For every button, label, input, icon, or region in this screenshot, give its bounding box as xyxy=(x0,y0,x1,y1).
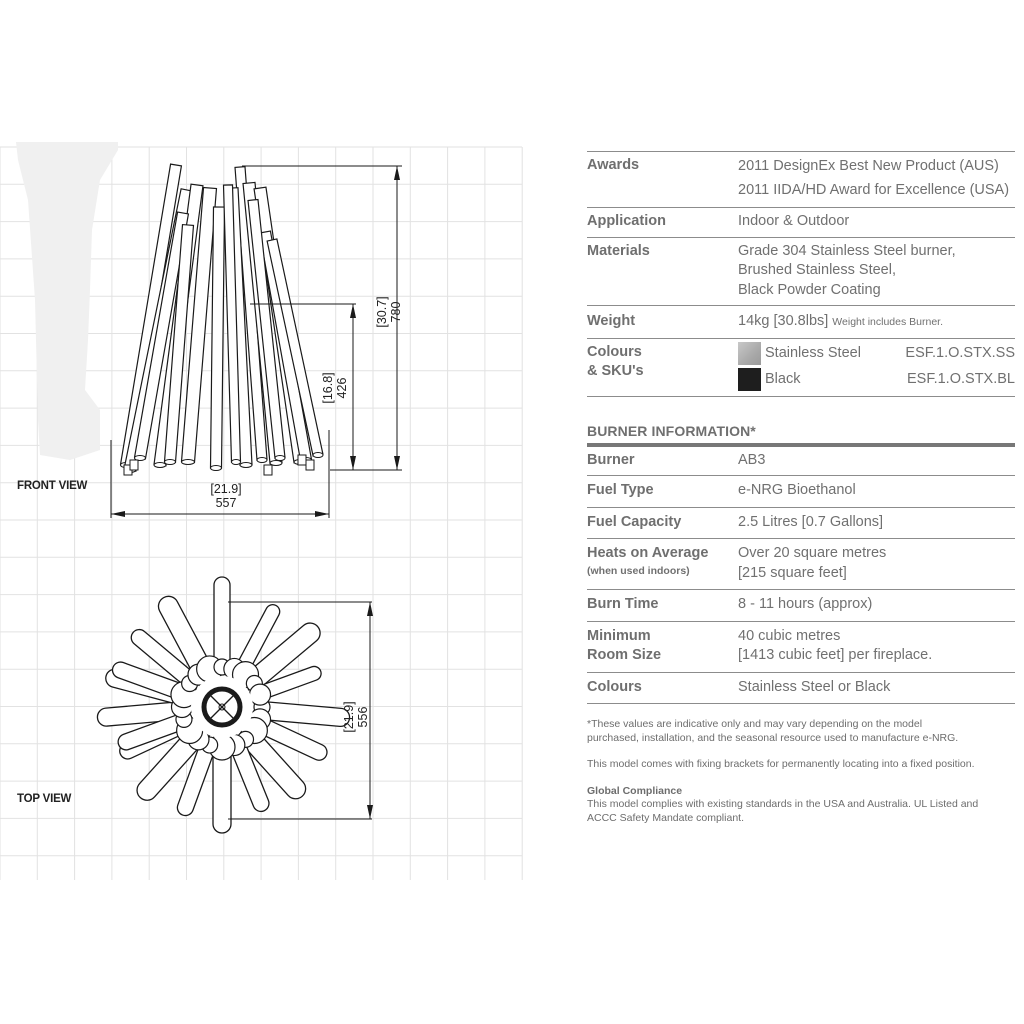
heats-sublabel: (when used indoors) xyxy=(587,564,690,577)
arrowhead xyxy=(394,166,400,180)
spec-sheet xyxy=(587,151,1015,838)
sku-item-black xyxy=(738,367,1015,393)
sku-code: ESF.1.O.STX.SS xyxy=(905,344,1015,361)
arrowhead xyxy=(350,304,356,318)
spec-row-application xyxy=(587,207,1015,237)
spec-value xyxy=(738,544,1015,583)
spec-value: 2.5 Litres [0.7 Gallons] xyxy=(738,513,884,530)
rod-end xyxy=(275,456,285,461)
heats-value-2: [215 square feet] xyxy=(738,564,847,581)
arrowhead xyxy=(394,456,400,470)
burner-row-burner xyxy=(587,447,1015,476)
front-partial-height-mm: 426 xyxy=(335,377,349,399)
room-size-value-1: 40 cubic metres xyxy=(738,627,841,644)
top-view-drawing xyxy=(97,577,351,833)
front-total-height-mm: 780 xyxy=(389,301,403,323)
brackets-note: This model comes with fixing brackets for permanently locating into a fixed position. xyxy=(587,758,975,770)
divider xyxy=(587,396,1015,397)
heats-label: Heats on Average xyxy=(587,545,709,561)
spec-label: Awards xyxy=(587,157,640,173)
material-3: Black Powder Coating xyxy=(738,281,881,298)
room-size-label-1: Minimum xyxy=(587,627,651,644)
top-diameter-inches: [21.9] xyxy=(342,701,356,733)
arrowhead xyxy=(350,456,356,470)
compliance-note xyxy=(587,785,1015,826)
front-total-height-dimension xyxy=(375,272,403,352)
spec-label: Materials xyxy=(587,242,650,259)
spec-label: Fuel Type xyxy=(587,482,654,498)
rod-end-circle xyxy=(250,684,271,705)
spec-row-awards xyxy=(587,151,1015,207)
award-2: 2011 IIDA/HD Award for Excellence (USA) xyxy=(738,182,1010,198)
spec-value: Indoor & Outdoor xyxy=(738,213,850,229)
spec-value xyxy=(738,242,1015,301)
front-width-mm: 557 xyxy=(215,496,237,510)
sku-colour-name: Stainless Steel xyxy=(765,344,861,361)
rod-end xyxy=(211,466,222,471)
compliance-title: Global Compliance xyxy=(587,784,683,797)
weight-value: 14kg [30.8lbs] xyxy=(738,313,829,329)
award-1: 2011 DesignEx Best New Product (AUS) xyxy=(738,158,999,174)
arrowhead xyxy=(367,602,373,616)
divider xyxy=(587,703,1015,704)
spec-value xyxy=(738,312,1015,333)
rod-foot xyxy=(306,460,314,470)
burner-row-fuel-type xyxy=(587,475,1015,507)
spec-label: Burner xyxy=(587,451,635,468)
rod-end xyxy=(165,460,176,465)
weight-note: Weight includes Burner. xyxy=(832,316,943,328)
spec-value xyxy=(738,627,1015,666)
material-1: Grade 304 Stainless Steel burner, xyxy=(738,242,956,259)
spec-label: Fuel Capacity xyxy=(587,513,682,530)
rod-end xyxy=(257,458,267,463)
footnotes xyxy=(587,718,1015,825)
rod-foot xyxy=(130,460,138,470)
rod-end xyxy=(313,453,323,458)
burner-row-fuel-capacity xyxy=(587,507,1015,539)
compliance-line: This model complies with existing standards in the USA and Australia. UL Listed and xyxy=(587,798,979,810)
stainless-steel-swatch xyxy=(738,342,761,365)
rod-foot xyxy=(264,465,272,475)
front-total-height-inches: [30.7] xyxy=(375,296,389,328)
sku-code: ESF.1.O.STX.BL xyxy=(907,370,1015,387)
material-2: Brushed Stainless Steel, xyxy=(738,262,896,278)
spec-label xyxy=(587,627,738,666)
top-view-label: TOP VIEW xyxy=(17,793,72,805)
front-view-label: FRONT VIEW xyxy=(17,480,88,492)
arrowhead xyxy=(315,511,329,517)
sku-list xyxy=(738,341,1015,393)
spec-label: Weight xyxy=(587,313,636,329)
spec-value: Stainless Steel or Black xyxy=(738,678,891,695)
colours-label: Colours xyxy=(587,343,642,360)
room-size-label-2: Room Size xyxy=(587,647,662,663)
spec-row-weight xyxy=(587,305,1015,338)
front-partial-height-dimension xyxy=(321,348,349,428)
front-width-dimension xyxy=(186,482,266,510)
spec-label xyxy=(587,341,738,393)
disclaimer-line: *These values are indicative only and may vary depending on the model xyxy=(587,718,923,730)
heats-value-1: Over 20 square metres xyxy=(738,545,887,561)
rod-foot xyxy=(298,455,306,465)
arrowhead xyxy=(367,805,373,819)
spec-value: AB3 xyxy=(738,451,766,468)
front-view-rods xyxy=(121,164,324,475)
disclaimer-note xyxy=(587,718,1015,745)
burner-row-heats-on-average xyxy=(587,538,1015,589)
spec-value xyxy=(738,154,1015,202)
spec-label xyxy=(587,544,738,583)
rod-end xyxy=(154,463,166,468)
spec-label: Application xyxy=(587,213,666,229)
sku-colour-name: Black xyxy=(765,370,801,387)
spec-row-colours-skus xyxy=(587,338,1015,396)
burner-spec-table xyxy=(587,447,1015,705)
burner-row-burn-time xyxy=(587,589,1015,621)
front-partial-height-inches: [16.8] xyxy=(321,372,335,404)
spec-value: 8 - 11 hours (approx) xyxy=(738,596,873,612)
spec-value: e-NRG Bioethanol xyxy=(738,482,856,498)
top-diameter-mm: 556 xyxy=(356,706,370,728)
rod-end xyxy=(182,460,195,465)
ghost-silhouette xyxy=(16,142,118,460)
arrowhead xyxy=(111,511,125,517)
spec-label: Burn Time xyxy=(587,596,659,612)
burner-information-heading: BURNER INFORMATION* xyxy=(587,422,1015,447)
rod-end xyxy=(232,460,241,465)
sku-item-stainless xyxy=(738,341,1015,367)
rod xyxy=(211,207,225,468)
product-spec-table xyxy=(587,151,1015,397)
room-size-value-2: [1413 cubic feet] per fireplace. xyxy=(738,647,933,663)
burner-row-minimum-room-size xyxy=(587,621,1015,672)
compliance-line: ACCC Safety Mandate compliant. xyxy=(587,811,744,824)
spec-row-materials xyxy=(587,237,1015,306)
front-width-inches: [21.9] xyxy=(210,482,242,496)
burner-row-colours xyxy=(587,672,1015,704)
black-swatch xyxy=(738,368,761,391)
spec-label: Colours xyxy=(587,678,642,695)
rod-end xyxy=(240,463,252,468)
top-diameter-dimension xyxy=(342,677,370,757)
disclaimer-line: purchased, installation, and the seasonal resource used to manufacture e-NRG. xyxy=(587,731,959,744)
skus-label: & SKU's xyxy=(587,363,644,379)
